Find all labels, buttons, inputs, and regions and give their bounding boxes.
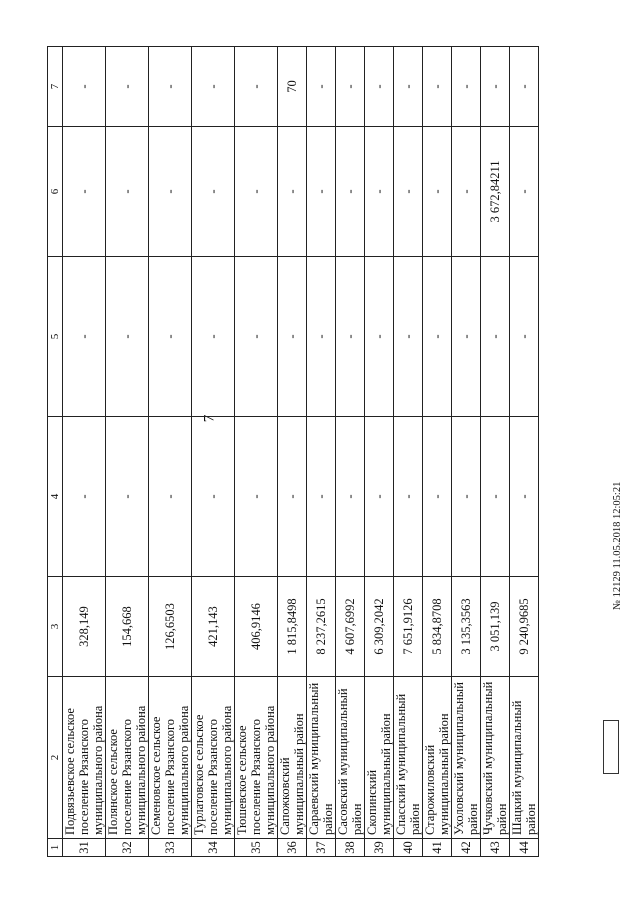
row-name: Турлатовское сельское поселение Рязанского муниципального района (192, 677, 235, 839)
row-name: Сасовский муниципальный район (336, 677, 365, 839)
row-value-col7: - (336, 47, 365, 127)
row-value-col5: - (452, 257, 481, 417)
row-value-col7: - (307, 47, 336, 127)
row-value-col3: 5 834,8708 (423, 577, 452, 677)
row-value-col6: - (106, 127, 149, 257)
document-reference: № 12129 11.05.2018 12:05:21 (612, 481, 623, 610)
row-value-col7: - (394, 47, 423, 127)
table-row (307, 47, 336, 857)
row-value-col7: - (235, 47, 278, 127)
row-value-col5: - (510, 257, 539, 417)
table-row (336, 47, 365, 857)
table-row (481, 47, 510, 857)
row-value-col3: 7 651,9126 (394, 577, 423, 677)
row-value-col5: - (192, 257, 235, 417)
row-value-col5: - (481, 257, 510, 417)
row-value-col5: - (423, 257, 452, 417)
data-table-container (47, 47, 607, 857)
row-value-col3: 126,6503 (149, 577, 192, 677)
row-value-col6: 3 672,84211 (481, 127, 510, 257)
row-name: Спасский муниципальный район (394, 677, 423, 839)
row-value-col6: - (452, 127, 481, 257)
row-value-col6: - (235, 127, 278, 257)
row-name: Сапожковский муниципальный район (278, 677, 307, 839)
row-value-col6: - (394, 127, 423, 257)
row-value-col7: - (423, 47, 452, 127)
row-number: 42 (452, 839, 481, 857)
column-header: 3 (48, 577, 63, 677)
table-row (192, 47, 235, 857)
row-value-col6: - (336, 127, 365, 257)
table-body (63, 47, 539, 857)
registration-stamp (603, 720, 619, 774)
row-value-col3: 1 815,8498 (278, 577, 307, 677)
row-number: 41 (423, 839, 452, 857)
column-header: 7 (48, 47, 63, 127)
row-value-col7: - (149, 47, 192, 127)
row-number: 32 (106, 839, 149, 857)
row-value-col5: - (365, 257, 394, 417)
row-value-col5: - (63, 257, 106, 417)
row-value-col3: 406,9146 (235, 577, 278, 677)
column-header: 6 (48, 127, 63, 257)
row-value-col4: - (192, 417, 235, 577)
row-name: Тюшевское сельское поселение Рязанского муниципального района (235, 677, 278, 839)
row-value-col7: 70 (278, 47, 307, 127)
row-name: Чучковский муниципальный район (481, 677, 510, 839)
table-row (235, 47, 278, 857)
row-value-col4: - (510, 417, 539, 577)
column-header: 4 (48, 417, 63, 577)
row-name: Полянское сельское поселение Рязанского муниципального района (106, 677, 149, 839)
row-value-col6: - (63, 127, 106, 257)
row-number: 35 (235, 839, 278, 857)
row-number: 36 (278, 839, 307, 857)
table-row (423, 47, 452, 857)
row-value-col3: 6 309,2042 (365, 577, 394, 677)
row-value-col5: - (235, 257, 278, 417)
row-value-col7: - (63, 47, 106, 127)
row-name: Старожиловский муниципальный район (423, 677, 452, 839)
row-value-col3: 8 237,2615 (307, 577, 336, 677)
row-number: 43 (481, 839, 510, 857)
row-value-col6: - (278, 127, 307, 257)
row-name: Подвязьевское сельское поселение Рязанского муниципального района (63, 677, 106, 839)
row-value-col5: - (394, 257, 423, 417)
row-number: 33 (149, 839, 192, 857)
row-name: Ухоловский муниципальный район (452, 677, 481, 839)
row-value-col4: - (235, 417, 278, 577)
row-value-col5: - (278, 257, 307, 417)
row-value-col3: 9 240,9685 (510, 577, 539, 677)
column-header: 1 (48, 839, 63, 857)
row-value-col7: - (192, 47, 235, 127)
row-value-col4: - (452, 417, 481, 577)
row-name: Семеновское сельское поселение Рязанского муниципального района (149, 677, 192, 839)
row-value-col5: - (149, 257, 192, 417)
column-header: 2 (48, 677, 63, 839)
row-value-col3: 3 135,3563 (452, 577, 481, 677)
table-row (365, 47, 394, 857)
header-row (48, 47, 63, 857)
row-value-col6: - (149, 127, 192, 257)
row-value-col4: - (394, 417, 423, 577)
table-row (149, 47, 192, 857)
row-number: 40 (394, 839, 423, 857)
row-value-col6: - (510, 127, 539, 257)
row-name: Шацкий муниципальный район (510, 677, 539, 839)
row-value-col6: - (365, 127, 394, 257)
row-value-col7: - (481, 47, 510, 127)
row-value-col4: - (307, 417, 336, 577)
table-row (63, 47, 106, 857)
row-value-col6: - (192, 127, 235, 257)
row-value-col4: - (106, 417, 149, 577)
row-value-col4: - (365, 417, 394, 577)
row-value-col4: - (336, 417, 365, 577)
row-number: 34 (192, 839, 235, 857)
row-number: 37 (307, 839, 336, 857)
row-value-col3: 3 051,139 (481, 577, 510, 677)
row-number: 38 (336, 839, 365, 857)
row-value-col5: - (106, 257, 149, 417)
row-value-col4: - (149, 417, 192, 577)
row-value-col3: 328,149 (63, 577, 106, 677)
row-value-col7: - (452, 47, 481, 127)
table-row (452, 47, 481, 857)
table-row (394, 47, 423, 857)
row-value-col3: 421,143 (192, 577, 235, 677)
row-value-col4: - (481, 417, 510, 577)
row-value-col5: - (336, 257, 365, 417)
row-value-col7: - (106, 47, 149, 127)
column-header: 5 (48, 257, 63, 417)
row-value-col4: - (278, 417, 307, 577)
row-value-col3: 154,668 (106, 577, 149, 677)
row-number: 31 (63, 839, 106, 857)
row-name: Скопинский муниципальный район (365, 677, 394, 839)
row-number: 44 (510, 839, 539, 857)
row-value-col4: - (423, 417, 452, 577)
table-row (278, 47, 307, 857)
row-name: Сараевский муниципальный район (307, 677, 336, 839)
row-value-col6: - (423, 127, 452, 257)
row-value-col3: 4 607,6992 (336, 577, 365, 677)
row-value-col4: - (63, 417, 106, 577)
row-value-col5: - (307, 257, 336, 417)
table-row (106, 47, 149, 857)
row-value-col7: - (510, 47, 539, 127)
page-number: 7 (201, 414, 218, 423)
row-value-col6: - (307, 127, 336, 257)
data-table (47, 46, 539, 857)
row-value-col7: - (365, 47, 394, 127)
row-number: 39 (365, 839, 394, 857)
table-row (510, 47, 539, 857)
